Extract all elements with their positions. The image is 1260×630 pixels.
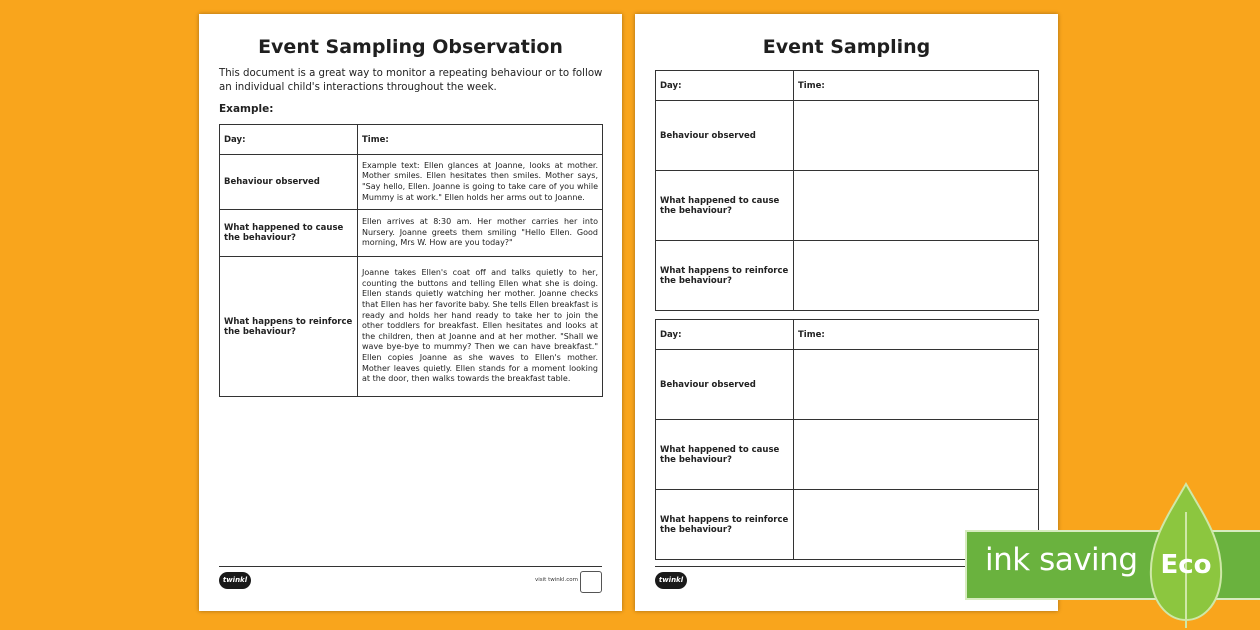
blank-table-2 xyxy=(655,319,1039,560)
row-text: Joanne takes Ellen's coat off and talks quietly to her, counting the buttons and telling Ellen what she is doing. Ellen stands quietly watching her mother. Joanne checks that Ellen has her favorite baby. She tells Ellen breakfast is ready and holds her hand ready to take her to join the other toddlers for breakfast. Ellen hesitates and looks at the children, then at Joanne and at her mother. "Shall we wave bye-bye to mummy? Then we can have breakfast." Ellen copies Joanne as she waves to Ellen's mother. Mother leaves quietly. Ellen stands for a moment looking at the door, then walks towards the breakfast table. xyxy=(358,257,603,397)
ink-saving-text: ink saving xyxy=(985,542,1138,578)
table-row xyxy=(220,210,603,257)
time-label: Time: xyxy=(794,320,1039,350)
quality-badge-icon xyxy=(580,571,602,593)
twinkl-logo: twinkl xyxy=(219,572,251,589)
blank-table-1 xyxy=(655,70,1039,311)
footer-divider xyxy=(219,566,602,567)
row-label: What happens to reinforce the behaviour? xyxy=(656,490,794,560)
eco-badge-text: Eco xyxy=(1160,550,1212,580)
twinkl-logo: twinkl xyxy=(655,572,687,589)
example-label: Example: xyxy=(219,103,274,115)
blank-worksheet-page xyxy=(635,14,1058,611)
row-label: What happened to cause the behaviour? xyxy=(220,210,358,257)
time-label: Time: xyxy=(358,125,603,155)
day-label: Day: xyxy=(656,320,794,350)
row-label: What happens to reinforce the behaviour? xyxy=(656,241,794,311)
visit-link: visit twinkl.com xyxy=(535,577,578,583)
blank-cell xyxy=(794,350,1039,420)
row-label: What happened to cause the behaviour? xyxy=(656,171,794,241)
row-label: What happens to reinforce the behaviour? xyxy=(220,257,358,397)
row-text: Example text: Ellen glances at Joanne, looks at mother. Mother smiles. Ellen hesitates then smiles. Mother says, "Say hello, Ellen. Joanne is going to take care of you while Mummy is at work." Ellen holds her arms out to Joanne. xyxy=(358,155,603,210)
row-label: Behaviour observed xyxy=(656,101,794,171)
table-row xyxy=(656,241,1039,311)
time-label: Time: xyxy=(794,71,1039,101)
blank-cell xyxy=(794,101,1039,171)
day-label: Day: xyxy=(220,125,358,155)
row-label: Behaviour observed xyxy=(220,155,358,210)
table-row xyxy=(656,171,1039,241)
intro-text: This document is a great way to monitor a repeating behaviour or to follow an individual child's interactions throughout the week. xyxy=(219,68,603,93)
page-title: Event Sampling Observation xyxy=(258,36,563,58)
table-row xyxy=(656,420,1039,490)
table-header-row xyxy=(656,320,1039,350)
table-row xyxy=(220,257,603,397)
blank-cell xyxy=(794,171,1039,241)
eco-leaf-icon xyxy=(1147,482,1225,630)
example-table xyxy=(219,124,603,397)
day-label: Day: xyxy=(656,71,794,101)
row-label: Behaviour observed xyxy=(656,350,794,420)
page-title: Event Sampling xyxy=(762,36,931,58)
table-header-row xyxy=(656,71,1039,101)
table-row xyxy=(220,155,603,210)
table-header-row xyxy=(220,125,603,155)
table-row xyxy=(656,350,1039,420)
row-label: What happened to cause the behaviour? xyxy=(656,420,794,490)
example-worksheet-page xyxy=(199,14,622,611)
blank-cell xyxy=(794,241,1039,311)
blank-cell xyxy=(794,420,1039,490)
row-text: Ellen arrives at 8:30 am. Her mother carries her into Nursery. Joanne greets them smiling "Hello Ellen. Good morning, Mrs W. How are you today?" xyxy=(358,210,603,257)
table-row xyxy=(656,101,1039,171)
